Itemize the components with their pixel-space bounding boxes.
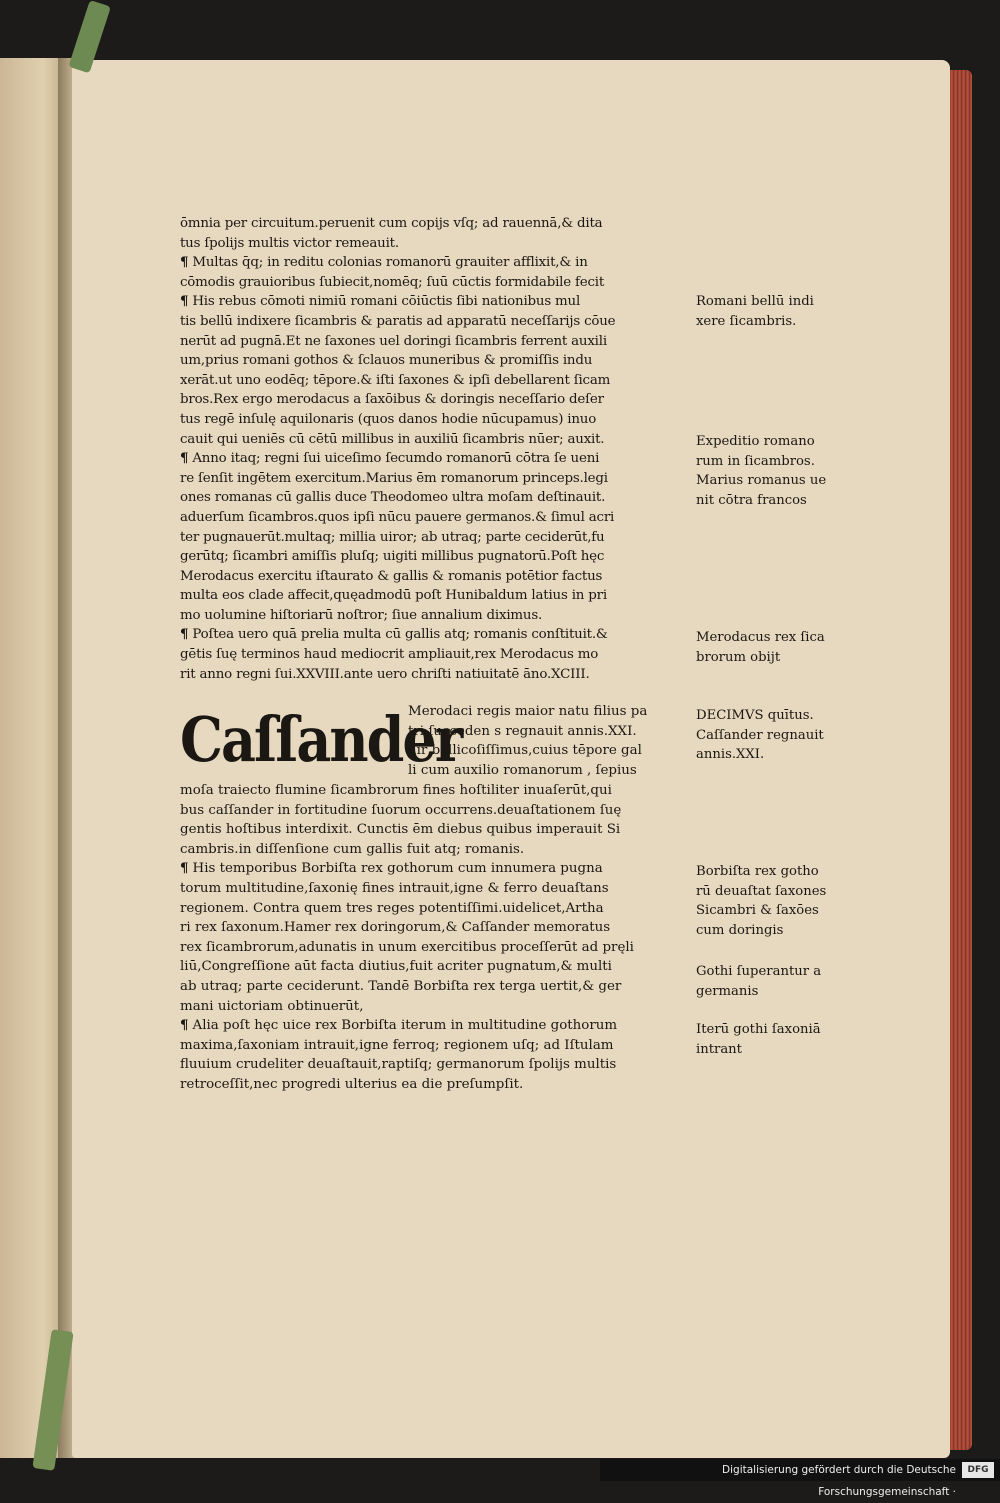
note-line: cum doringis <box>696 922 784 938</box>
text-line: rex ſicambrorum,adunatis in unum exercitibus proceſſerūt ad pręli <box>180 939 634 955</box>
text-line: tus ſpolijs multis victor remeauit. <box>180 235 399 251</box>
text-line: um,prius romani gothos & ſclauos muneribus & promiſſis indu <box>180 353 593 369</box>
text-line: liū,Congreſſione aūt facta diutius,fuit acriter pugnatum,& multi <box>180 959 612 975</box>
note-line: rum in ſicambros. <box>696 453 815 469</box>
text-line: ōmnia per circuitum.peruenit cum copijs vſq; ad rauennā,& dita <box>180 216 603 231</box>
text-line: mani uictoriam obtinuerūt, <box>180 998 364 1014</box>
text-line: aduerſum ſicambros.quos ipſi nūcu pauere germanos.& ſimul acri <box>180 509 615 525</box>
note-line: brorum obijt <box>696 649 781 665</box>
text-line: tri ſucceden s regnauit annis.XXI. <box>408 723 637 739</box>
pilcrow-icon: ¶ <box>180 450 189 467</box>
text-line: nerūt ad pugnā.Et ne ſaxones uel doringi ſicambris ferrent auxili <box>180 333 607 349</box>
text-line: maxima,ſaxoniam intrauit,igne ferroq; regionem uſq; ad Iſtulam <box>180 1037 614 1053</box>
note-line: xere ſicambris. <box>696 313 797 329</box>
text-line: ones romanas cū gallis duce Theodomeo ultra moſam deſtinauit. <box>180 490 606 506</box>
note-line: Caſſander regnauit <box>696 727 824 743</box>
margin-note <box>696 628 856 667</box>
margin-note <box>696 292 856 331</box>
text-line: re ſenſit ingētem exercitum.Marius ēm romanorum princeps.legi <box>180 470 608 486</box>
note-line: Gothi ſuperantur a <box>696 964 822 979</box>
pilcrow-icon: ¶ <box>180 293 189 310</box>
text-line: ri rex ſaxonum.Hamer rex doringorum,& Caſſander memoratus <box>180 920 611 936</box>
note-line: Merodacus rex ſica <box>696 630 825 645</box>
margin-note <box>696 706 856 765</box>
note-line: Iterū gothi ſaxoniā <box>696 1022 821 1037</box>
pilcrow-icon: ¶ <box>180 254 189 271</box>
text-line: uir belliсoſiſſimus,cuius tēpore gal <box>408 743 642 759</box>
pilcrow-icon: ¶ <box>180 860 189 877</box>
text-line: li cum auxilio romanorum , ſepius <box>408 762 637 778</box>
text-line: rit anno regni ſui.XXVIII.ante uero chriſti natiuitatē āno.XCIII. <box>180 666 590 682</box>
text-line: ab utraq; parte ceciderunt. Tandē Borbiſta rex terga uertit,& ger <box>180 978 622 994</box>
margin-note <box>696 1020 856 1059</box>
text-line: ¶ Poſtea uero quā prelia multa cū gallis atq; romanis conſtituit.& <box>180 626 608 643</box>
text-line: retroceſſit,nec progredi ulterius ea die preſumpſit. <box>180 1076 524 1092</box>
text-line: ¶ Alia poſt hęc uice rex Borbiſta iterum in multitudine gothorum <box>180 1017 618 1034</box>
text-line: bros.Rex ergo merodacus a ſaxōibus & doringis neceſſario deſer <box>180 392 604 408</box>
text-line: gerūtq; ſicambri amiſſis pluſq; uigiti millibus pugnatorū.Poſt hęc <box>180 549 605 565</box>
text-line: gētis ſuę terminos haud mediocrit ampliauit,rex Merodacus mo <box>180 647 599 663</box>
paragraph <box>180 625 680 684</box>
margin-note <box>696 962 856 1001</box>
text-line: ¶ Multas q̄q; in reditu colonias romanorū grauiter afflixit,& in <box>180 254 588 271</box>
text-line: gentis hoſtibus interdixit. Cunctis ēm diebus quibus imperauit Si <box>180 822 621 838</box>
text-line: ¶ Anno itaq; regni ſui uiceſimo ſecumdo romanorū cōtra ſe ueni <box>180 450 600 467</box>
opening-paragraph <box>180 214 680 253</box>
text-line: Merodacus exercitu iſtaurato & gallis & romanis potētior factus <box>180 568 603 584</box>
note-line: germanis <box>696 983 759 999</box>
dfg-logo: DFG <box>962 1462 994 1478</box>
paragraph <box>180 253 680 292</box>
text-line: Merodaci regis maior natu filius pa <box>408 704 648 719</box>
note-line: annis.XXI. <box>696 747 765 763</box>
text-line: regionem. Contra quem tres reges potentiſſimi.uidelicet,Artha <box>180 900 604 916</box>
note-line: rū deuaſtat ſaxones <box>696 883 827 899</box>
note-line: DECIMVS quītus. <box>696 708 814 723</box>
text-line: bus caſſander in fortitudine ſuorum occurrens.deuaſtationem ſuę <box>180 802 622 818</box>
text-line: ¶ His rebus cōmoti nimiū romani cōiūctis ſibi nationibus mul <box>180 293 581 310</box>
main-text-block <box>180 214 680 684</box>
margin-note <box>696 862 856 940</box>
paragraph <box>180 292 680 449</box>
text-line: tus regē inſulę aquilonaris (quos danos hodie nūcupamus) inuo <box>180 411 597 427</box>
note-line: Borbiſta rex gotho <box>696 864 819 879</box>
text-line: multa eos clade affecit,quęadmodū poſt Hunibaldum latius in pri <box>180 588 607 604</box>
cassander-body <box>180 781 680 1095</box>
text-line: ter pugnauerūt.multaq; millia uiror; ab utraq; parte ceciderūt,fu <box>180 529 605 545</box>
text-line: cambris.in diſſenſione cum gallis fuit atq; romanis. <box>180 841 525 857</box>
text-line: mo uolumine hiſtoriarū noſtror; ſiue annalium diximus. <box>180 607 543 623</box>
text-line: cauit qui ueniēs cū cētū millibus in auxiliū ſicambris nūer; auxit. <box>180 431 605 447</box>
note-line: intrant <box>696 1041 742 1057</box>
paragraph <box>180 449 680 625</box>
note-line: Marius romanus ue <box>696 473 827 489</box>
pilcrow-icon: ¶ <box>180 626 189 643</box>
note-line: Expeditio romano <box>696 434 815 449</box>
page-edge-red <box>950 70 972 1450</box>
cassander-intro <box>408 702 684 780</box>
cassander-heading: Caſſander <box>180 702 462 777</box>
text-line: xerāt.ut uno eodēq; tēpore.& iſti ſaxones & ipſi debellarent ſicam <box>180 372 611 388</box>
text-line: torum multitudine,ſaxonię fines intrauit,igne & ferro deuaſtans <box>180 880 609 896</box>
text-line: fluuium crudeliter deuaſtauit,raptiſq; germanorum ſpolijs multis <box>180 1057 617 1073</box>
text-line: ¶ His temporibus Borbiſta rex gothorum cum innumera pugna <box>180 860 603 877</box>
note-line: nit cōtra francos <box>696 492 807 508</box>
text-line: moſa traiecto flumine ſicambrorum fines hoſtiliter inuaſerūt,qui <box>180 783 612 798</box>
margin-note <box>696 432 856 510</box>
text-line: tis bellū indixere ſicambris & paratis ad apparatū neceſſarijs cōue <box>180 313 616 329</box>
pilcrow-icon: ¶ <box>180 1017 189 1034</box>
footer-credit: Digitalisierung gefördert durch die Deutsche Forschungsgemeinschaft · <box>600 1459 1000 1481</box>
text-line: cōmodis grauioribus ſubiecit,nomēq; ſuū cūctis formidabile fecit <box>180 274 605 290</box>
note-line: Sicambri & ſaxōes <box>696 903 819 919</box>
note-line: Romani bellū indi <box>696 294 814 309</box>
